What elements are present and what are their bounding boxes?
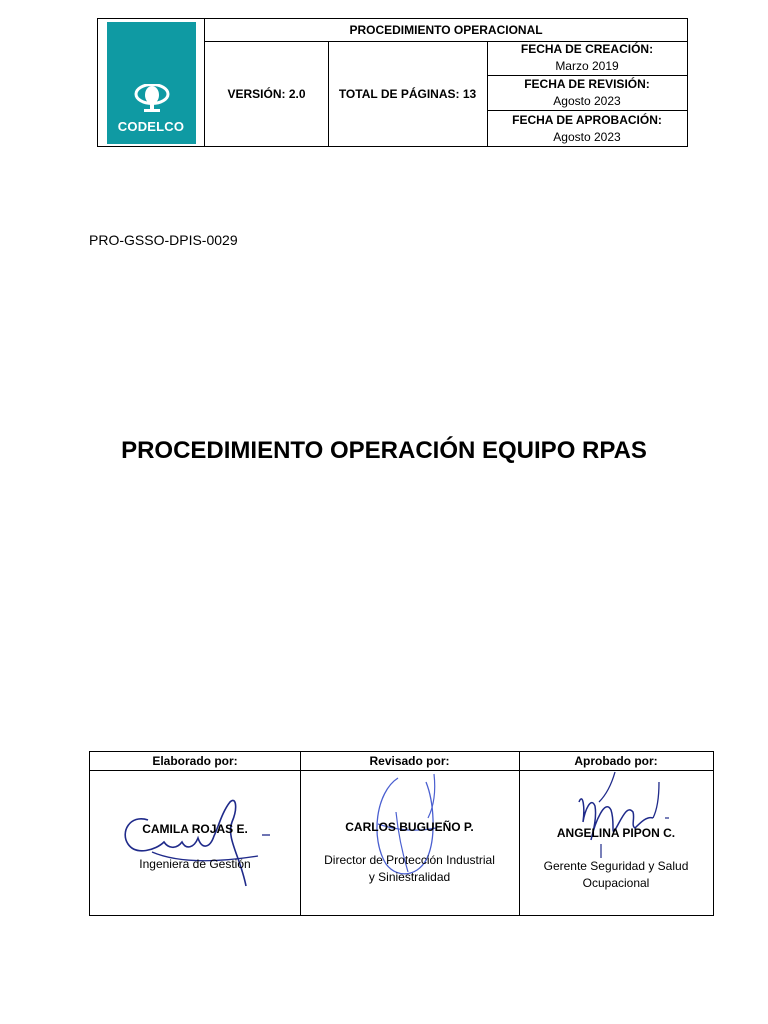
signer-name: ANGELINA PIPON C. <box>556 826 676 840</box>
signer-name: CARLOS BUGUEÑO P. <box>345 820 474 834</box>
codelco-logo <box>107 22 196 144</box>
signer-name: CAMILA ROJAS E. <box>142 822 248 836</box>
logo-text: CODELCO <box>117 118 185 134</box>
signature-column-aprobado <box>519 752 713 915</box>
revision-date <box>487 76 687 111</box>
approval-date-label: FECHA DE APROBACIÓN: <box>512 112 662 127</box>
signature-table <box>89 751 714 916</box>
creation-date-value: Marzo 2019 <box>555 59 619 73</box>
dates-column <box>487 41 687 146</box>
signer-role-line: Ingeniera de Gestión <box>139 857 251 871</box>
document-code: PRO-GSSO-DPIS-0029 <box>89 232 238 248</box>
signer-role-line: y Siniestralidad <box>368 870 451 884</box>
logo-cell <box>98 19 205 146</box>
creation-date-label: FECHA DE CREACIÓN: <box>520 42 654 56</box>
signer-role <box>519 858 713 892</box>
signer-role-line: Director de Protección Industrial <box>324 853 495 867</box>
codelco-emblem-icon <box>131 84 173 114</box>
signature-header: Aprobado por: <box>519 752 713 771</box>
signature-column-elaborado <box>90 752 301 915</box>
signer-role <box>90 856 300 873</box>
document-title: PROCEDIMIENTO OPERACIÓN EQUIPO RPAS <box>121 437 647 464</box>
header-title: PROCEDIMIENTO OPERACIONAL <box>205 19 687 42</box>
signer-role <box>300 852 519 886</box>
approval-date <box>487 111 687 146</box>
total-pages-label: TOTAL DE PÁGINAS: 13 <box>328 41 488 146</box>
header-table <box>97 18 688 147</box>
signature-header: Elaborado por: <box>90 752 300 771</box>
revision-date-value: Agosto 2023 <box>553 94 621 108</box>
revision-date-label: FECHA DE REVISIÓN: <box>524 77 650 91</box>
creation-date <box>487 41 687 76</box>
signer-role-line: Ocupacional <box>582 876 650 890</box>
signer-role-line: Gerente Seguridad y Salud <box>543 859 689 873</box>
signature-column-revisado <box>300 752 520 915</box>
signature-header: Revisado por: <box>300 752 519 771</box>
approval-date-value: Agosto 2023 <box>553 129 621 144</box>
version-label: VERSIÓN: 2.0 <box>205 41 329 146</box>
